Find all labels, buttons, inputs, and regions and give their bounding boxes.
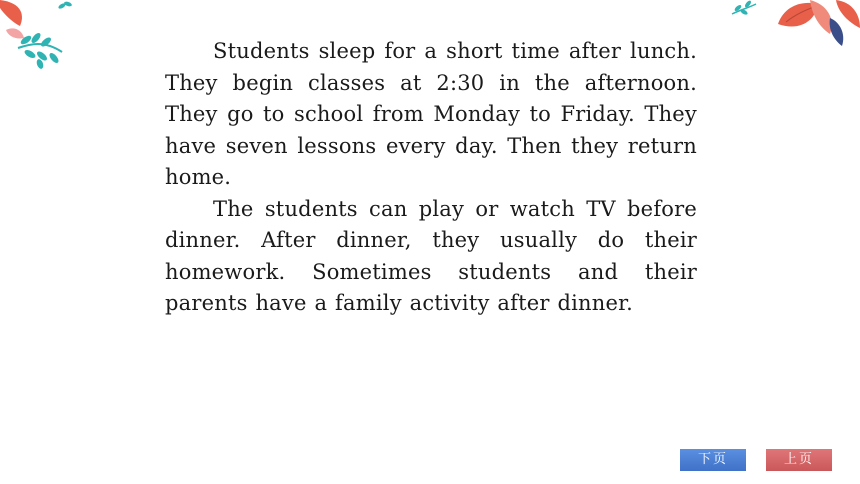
passage-paragraph-1: Students sleep for a short time after lunch. They begin classes at 2:30 in the afternoon. They go to school from Monday to Friday. They have seven lessons every day. Then they return home. xyxy=(165,39,697,189)
pink-leaf-icon xyxy=(810,0,832,34)
next-page-button[interactable]: 下页 xyxy=(680,449,746,471)
teal-branch-icon xyxy=(18,31,62,69)
passage-text-block xyxy=(165,36,697,320)
red-leaf-icon xyxy=(0,0,22,26)
previous-page-button[interactable]: 上页 xyxy=(766,449,832,471)
coral-leaf-icon xyxy=(836,0,860,28)
teal-sprig-icon xyxy=(58,1,73,10)
navy-leaf-icon xyxy=(830,18,844,46)
red-leaf-icon xyxy=(778,3,818,27)
teal-sprig-icon xyxy=(732,0,756,16)
floral-decoration-top-right xyxy=(730,0,860,50)
pink-leaf-icon xyxy=(6,28,24,38)
floral-decoration-top-left xyxy=(0,0,80,70)
passage-paragraph-2: The students can play or watch TV before dinner. After dinner, they usually do their homework. Sometimes students and their parents have a family activity after dinner. xyxy=(165,196,697,315)
